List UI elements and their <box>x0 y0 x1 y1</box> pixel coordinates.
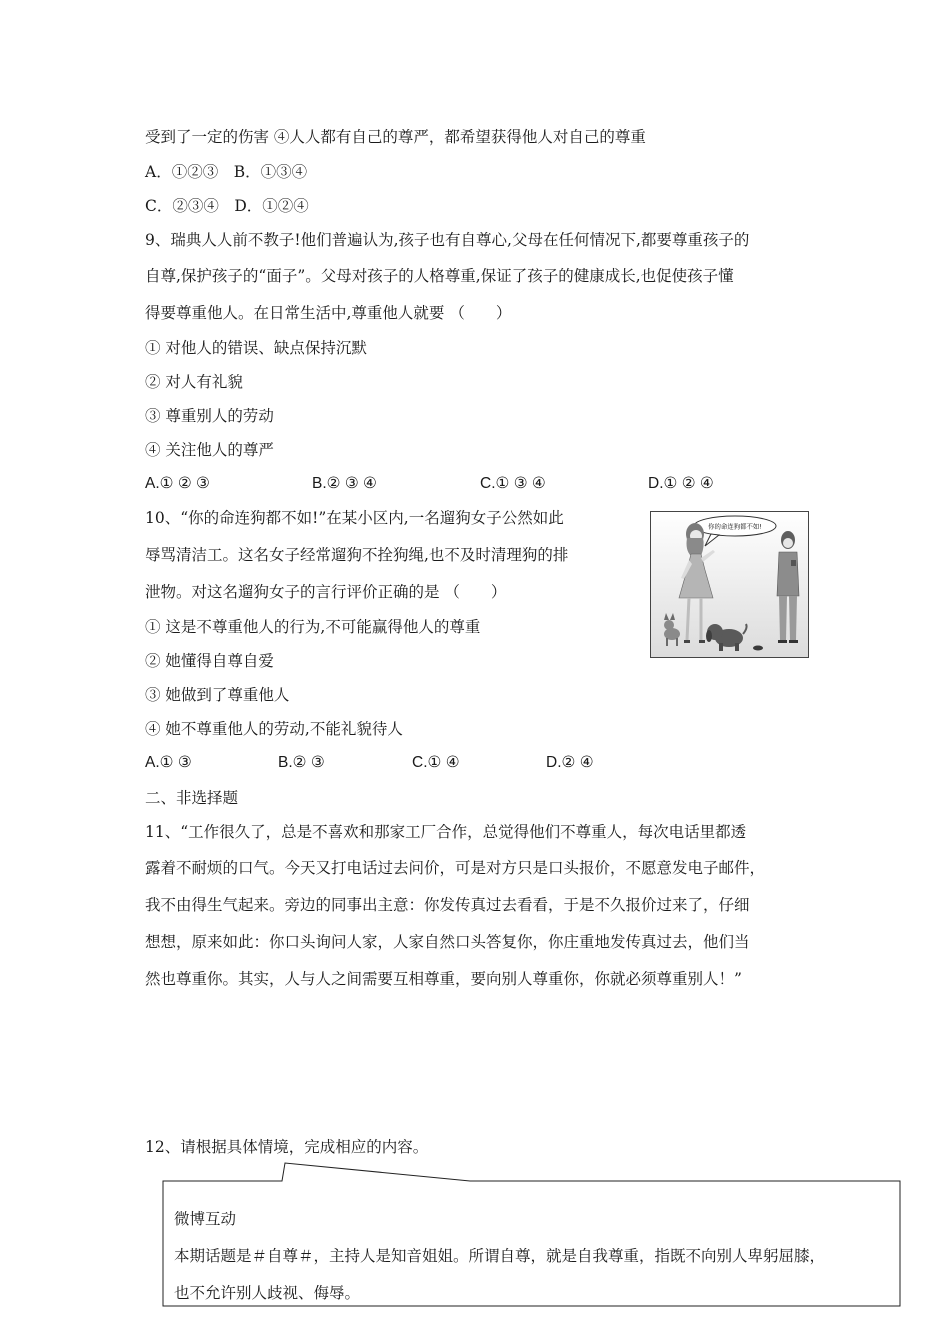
q10-option-a: A.① ③ <box>145 754 192 771</box>
q8-options-row1: A．①②③ B．①③④ <box>145 163 308 181</box>
q10-item-4: ④ 她不尊重他人的劳动,不能礼貌待人 <box>145 720 403 738</box>
q9-option-b: B.② ③ ④ <box>312 475 377 492</box>
q12-stem: 12、请根据具体情境，完成相应的内容。 <box>145 1138 429 1156</box>
q11-line-2: 露着不耐烦的口气。今天又打电话过去问价，可是对方只是口头报价，不愿意发电子邮件， <box>145 859 766 877</box>
q9-item-4: ④ 关注他人的尊严 <box>145 441 274 459</box>
q10-stem-line-2: 辱骂清洁工。这名女子经常遛狗不拴狗绳,也不及时清理狗的排 <box>145 546 569 564</box>
q9-stem-line-1: 9、瑞典人人前不教子!他们普遍认为,孩子也有自尊心,父母在任何情况下,都要尊重孩子的 <box>145 231 750 249</box>
q9-item-1: ① 对他人的错误、缺点保持沉默 <box>145 339 367 357</box>
q8-tail-line: 受到了一定的伤害 ④人人都有自己的尊严，都希望获得他人对自己的尊重 <box>145 128 646 146</box>
q11-line-5: 然也尊重你。其实，人与人之间需要互相尊重，要向别人尊重你，你就必须尊重别人！” <box>145 970 742 988</box>
q11-line-1: 11、“工作很久了，总是不喜欢和那家工厂合作，总觉得他们不尊重人，每次电话里都透 <box>145 823 747 841</box>
weibo-box-title: 微博互动 <box>174 1210 237 1228</box>
q10-item-2: ② 她懂得自尊自爱 <box>145 652 274 670</box>
weibo-box-line-2: 也不允许别人歧视、侮辱。 <box>174 1284 361 1302</box>
q9-option-a: A.① ② ③ <box>145 475 210 492</box>
q10-item-1: ① 这是不尊重他人的行为,不可能赢得他人的尊重 <box>145 618 481 636</box>
q8-options-row2: C．②③④ D．①②④ <box>145 197 309 215</box>
weibo-box-line-1: 本期话题是＃自尊＃，主持人是知音姐姐。所谓自尊，就是自我尊重，指既不向别人卑躬屈膝， <box>174 1247 826 1265</box>
q10-stem-line-3: 泄物。对这名遛狗女子的言行评价正确的是 （ ） <box>145 583 507 601</box>
q11-line-3: 我不由得生气起来。旁边的同事出主意：你发传真过去看看，于是不久报价过来了，仔细 <box>145 896 750 914</box>
section-heading: 二、非选择题 <box>145 789 239 807</box>
q10-item-3: ③ 她做到了尊重他人 <box>145 686 290 704</box>
q9-stem-line-2: 自尊,保护孩子的“面子”。父母对孩子的人格尊重,保证了孩子的健康成长,也促使孩子懂 <box>145 267 734 285</box>
q9-stem-line-3: 得要尊重他人。在日常生活中,尊重他人就要 （ ） <box>145 304 512 322</box>
q10-stem-line-1: 10、“你的命连狗都不如!”在某小区内,一名遛狗女子公然如此 <box>145 509 564 527</box>
q9-option-d: D.① ② ④ <box>648 475 714 492</box>
q10-option-b: B.② ③ <box>278 754 325 771</box>
q11-line-4: 想想，原来如此：你口头询问人家，人家自然口头答复你，你庄重地发传真过去，他们当 <box>145 933 750 951</box>
q9-item-3: ③ 尊重别人的劳动 <box>145 407 274 425</box>
speech-bubble-text: 你的命连狗都不如! <box>708 522 762 531</box>
q9-option-c: C.① ③ ④ <box>480 475 546 492</box>
q10-option-c: C.① ④ <box>412 754 460 771</box>
q9-item-2: ② 对人有礼貌 <box>145 373 243 391</box>
q10-option-d: D.② ④ <box>546 754 594 771</box>
